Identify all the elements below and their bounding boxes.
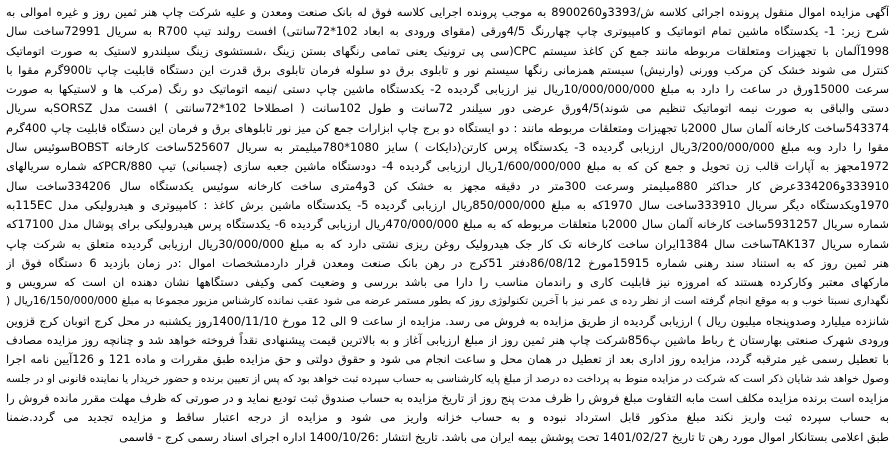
notice-line: 543374ساخت کارخانه آلمان سال 2000با تجهیزات ومتعلقات مربوطه مانند : دو ایستگاه دو برج چاپ ابزارات جمع کن میز نور تابلوهای برق و فرمان این دستگاه قابلیت چاپ 400گرم xyxy=(6,120,889,135)
notice-line: شماره سریال 5931257ساخت کارخانه آلمان سال 2000با متعلقات مربوطه که به مبلغ 470/000/000ریال ارزیابی گردیده 6- یکدستگاه پرس هیدرولیکی برای پوشال مدل 17100که xyxy=(6,217,889,232)
notice-line: 1972مجهز به آپارات قالب زن تحویل و جمع کن که به مبلغ 1/600/000/000ریال ارزیابی گردیده 4- دودستگاه ماشین جعبه سازی (چسبانی) تیپ PCR/880که شماره سریالهای xyxy=(6,159,889,174)
notice-line: وصول خواهد شد شایان ذکر است که شرکت در مزایده منوط به پرداخت ده درصد از مبلغ پایه کارشناسی به حساب سپرده ثبت خواهد بود که پس از تعیین برنده و حضور خریدار یا نماینده قانونی او در جلسه xyxy=(6,372,889,385)
notice-line: مزایده است برنده مزایده مکلف است مابه التفاوت مبلغ فروش را ظرف مدت پنج روز از تاریخ مزایده به حساب صندوق ثبت تودیع نماید و در صورتی که ظرف مهلت مقرر مانده فروش را xyxy=(6,390,889,405)
notice-line: با تعطیل رسمی غیر مترقبه گردد، مزایده روز اداری بعد از تعطیل در همان محل و ساعت انجام می شود و حقوق دولتی و حق مزایده طبق مقررات و ماده 121 و 126آیین نامه اجرا xyxy=(6,352,889,367)
notice-line: دستی والباقی به صورت نیمه اتوماتیک تنظیم می شوند)4/5ورق عرضی دور سیلندر 72سانت و طول 102سانت ( اصطلاحا 102*72سانتی ) افست مدل SORSZبه سریال xyxy=(6,101,889,116)
notice-line: آگهی مزایده اموال منقول پرونده اجرائی کلاسه ش/3393و8900260 به موجب پرونده اجرایی کلاسه فوق له بانک صنعت ومعدن و علیه شرکت چاپ هنر ثمین روز و غیره اموالی به xyxy=(6,5,889,19)
notice-line: نگهداری نسبتا خوب و به موقع انجام گرفته است از نظر رده ی عمر نیز با آخرین تکنولوژی روز که بطور مستمر عرضه می شود عقب نمانده کارشناس مزبور مجموعا به مبلغ 16/150/000/000ریال ( xyxy=(6,295,889,308)
notice-line: سرعت 15000ورق در ساعت را دارد به مبلغ 10/000/000/000ریال نیز ارزیابی گردیده 2- یکدستگاه ماشین چاپ دستی /نیمه اتوماتیک دو رنگ (مرکب ها و لاستیکها به صورت xyxy=(6,82,889,97)
notice-line: شرح زیر: 1- یکدستگاه ماشین تمام اتوماتیک و کامپیوتری چاپ چهاررنگ 4/5ورقی (مقوای ورودی به ابعاد 102*72سانتی) افست رولند تیپ R700 به سریال 72991ساخت سال xyxy=(6,24,889,39)
notice-line: مارکهای معتبر وکارکرده هستند که امروزه نیز قابلیت کاری و راندمان مناسب را دارا می باشد بررسی و وضعیت کمی وکیفی دستگاهها نشان دهنده ان است که سرویس و xyxy=(6,275,889,290)
notice-line: شماره سریال TAK137ساخت سال 1384ایران ساخت کارخانه تک کار جک هیدرولیک روغن ریزی نشتی دارد که به مبلغ 30/000/000ریال ارزیابی گردیده متعلق به شرکت چاپ xyxy=(6,236,889,251)
notice-line: طبق اعلامی بستانکار اموال مورد رهن تا تاریخ 1401/02/27 تحت پوشش بیمه ایران می باشد. تاریخ انتشار :1400/10/26 اداره اجرای اسناد رسمی کرج - قاسمی xyxy=(119,429,889,444)
notice-line: 333910و334206عرض کار حداکثر 880میلیمتر وسرعت 300متر در دقیقه مجهز به خشک کن 3و4متری ساخت کارخانه سوئیس یکدستگاه سال 334206ساخت سال xyxy=(6,178,889,193)
notice-line: 1998آلمان با تجهیزات ومتعلقات مربوطه مانند جمع کن کاغذ سیستم CPC(سی پی ترونیک یعنی تمامی رنگهای بستن زینگ ،شستشوی زینگ سیلندرو لاستیک به صورت اتوماتیک xyxy=(6,43,889,58)
notice-line: ورودی شهرک صنعتی بهارستان خ رباط ماشین پ856شرکت چاپ هنر ثمین روز از مبلغ ارزیابی آغاز و به بالاترین قیمت پیشنهادی نقداً فروخته خواهد شد و چنانچه روز مزایده مصادف xyxy=(6,333,889,348)
notice-line: هنر ثمین روز که به استناد سند رهنی شماره 15915مورخ 86/08/12دفتر 51کرج در رهن بانک صنعت ومعدن قرار داردمشخصات اموال :در زمان بازدید 6 دستگاه فوق از xyxy=(6,255,889,270)
notice-line: مقوا را دارد وبه مبلغ 3/200/000/000ریال ارزیابی گردیده 3- یکدستگاه پرس کارتن(دایکات ) سایز 1080*780میلیمتر به سریال 525607ساخت کارخانه BOBSTسوئیس سال xyxy=(6,140,889,155)
notice-line: به حساب سپرده ثبت واریز نکند مبلغ مذکور قابل استرداد نبوده و به حساب خزانه واریز می شود و مزایده از درجه اعتبار ساقط و مزایده تجدید می گردد.ضمنا xyxy=(6,410,889,425)
notice-line: کنترل می شوند خشک کن مرکب وورنی (وارنیش) سیستم همزمانی رنگها سیستم نور و تابلوی برق دو سلوله فرمان تابلوی برق قدرت این دستگاه قابلیت چاپ تا900گرم مقوا با xyxy=(6,62,889,77)
notice-line: شانزده میلیارد وصدوپنجاه میلیون ریال ) ارزیابی گردیده از طریق مزایده به فروش می رسد. مزایده از ساعت 9 الی 12 مورخ 1400/11/10روز یکشنبه در محل کرج اتوبان کرج قزوین xyxy=(6,313,889,328)
notice-line: 1970ویکدستگاه دیگر سریال 333910ساخت سال 1970که به مبلغ 850/000/000ریال ارزیابی گردیده 5- یکدستگاه ماشین برش کاغذ : کامپیوتری و هیدرولیکی مدل 115ECبه xyxy=(6,197,889,212)
